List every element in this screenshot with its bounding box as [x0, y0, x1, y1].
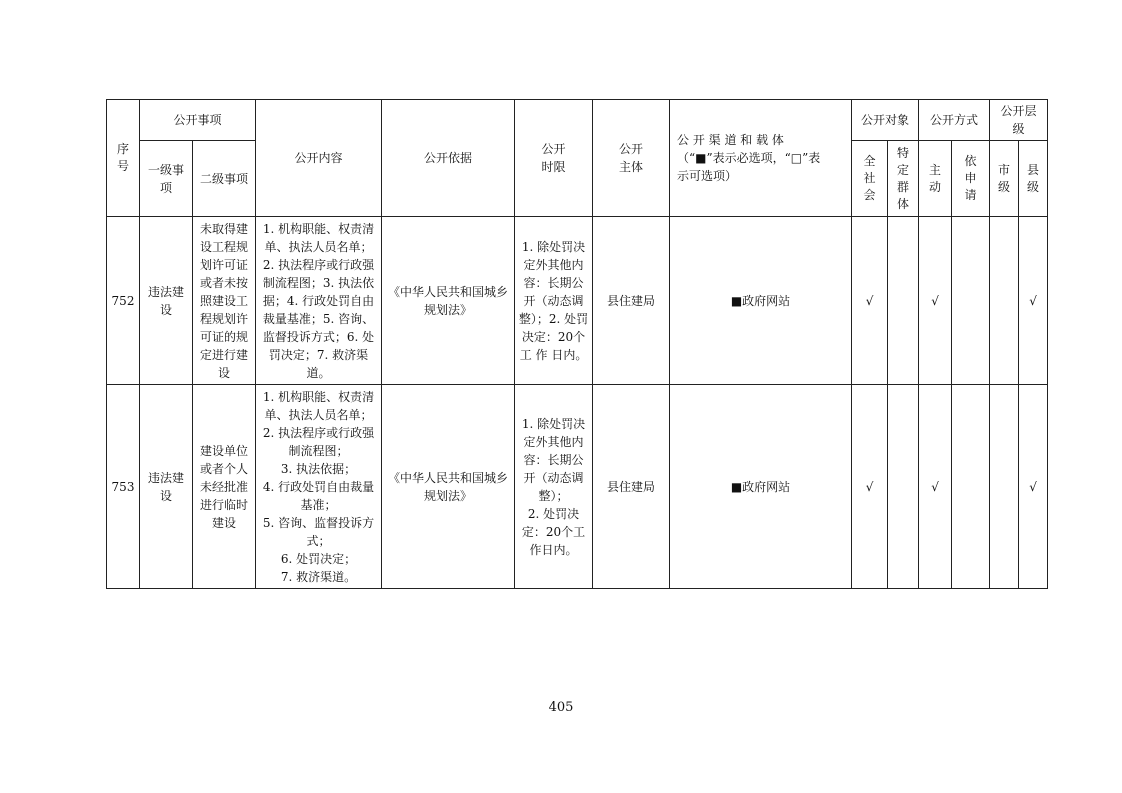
header-subject: 公开 主体 — [593, 100, 670, 217]
header-method-active: 主 动 — [919, 141, 952, 217]
row-method-request — [952, 217, 990, 385]
row-method-request — [952, 385, 990, 589]
header-channel: 公 开 渠 道 和 载 体 （“■”表示必选项，“□”表 示可选项） — [670, 100, 852, 217]
row-time-limit: 1. 除处罚决定外其他内容：长期公开（动态调整）； 2. 处罚决定：20个工作日内。 — [515, 385, 593, 589]
header-level: 公开层 级 — [990, 100, 1048, 141]
row-level2: 建设单位或者个人未经批准进行临时建设 — [193, 385, 256, 589]
row-basis: 《中华人民共和国城乡规划法》 — [382, 385, 515, 589]
header-method-request: 依 申 请 — [952, 141, 990, 217]
row-subject: 县住建局 — [593, 385, 670, 589]
row-level1: 违法建 设 — [140, 385, 193, 589]
row-subject: 县住建局 — [593, 217, 670, 385]
header-basis: 公开依据 — [382, 100, 515, 217]
header-time-limit: 公开 时限 — [515, 100, 593, 217]
header-target-all: 全 社 会 — [852, 141, 888, 217]
row-seq: 753 — [107, 385, 140, 589]
header-target: 公开对象 — [852, 100, 919, 141]
row-level-county: √ — [1019, 385, 1048, 589]
row-content: 1. 机构职能、权责清单、执法人员名单； 2. 执法程序或行政强制流程图； 3. 执法依据； 4. 行政处罚自由裁量基准； 5. 咨询、监督投诉方式； 6. 处罚决定； 7. 救济渠道。 — [256, 385, 382, 589]
row-basis: 《中华人民共和国城乡规划法》 — [382, 217, 515, 385]
disclosure-table — [106, 99, 1048, 589]
row-time-limit: 1. 除处罚决定外其他内容：长期公开（动态调整）；2. 处罚决定：20个 工 作 日内。 — [515, 217, 593, 385]
row-level1: 违法建 设 — [140, 217, 193, 385]
header-level1: 一级事 项 — [140, 141, 193, 217]
row-channel: ■政府网站 — [670, 385, 852, 589]
header-target-specific: 特 定 群 体 — [888, 141, 919, 217]
row-content: 1. 机构职能、权责清单、执法人员名单； 2. 执法程序或行政强制流程图；3. 执法依据；4. 行政处罚自由裁量基准；5. 咨询、监督投诉方式；6. 处罚决定；7. 救济渠道。 — [256, 217, 382, 385]
row-level-county: √ — [1019, 217, 1048, 385]
header-level2: 二级事项 — [193, 141, 256, 217]
row-level-city — [990, 385, 1019, 589]
row-seq: 752 — [107, 217, 140, 385]
row-target-all: √ — [852, 217, 888, 385]
row-level-city — [990, 217, 1019, 385]
header-content: 公开内容 — [256, 100, 382, 217]
header-seq: 序 号 — [107, 100, 140, 217]
header-items: 公开事项 — [140, 100, 256, 141]
row-method-active: √ — [919, 385, 952, 589]
row-method-active: √ — [919, 217, 952, 385]
header-level-city: 市 级 — [990, 141, 1019, 217]
header-row-1 — [107, 100, 1048, 141]
row-target-all: √ — [852, 385, 888, 589]
table-row — [107, 217, 1048, 385]
row-channel: ■政府网站 — [670, 217, 852, 385]
header-level-county: 县 级 — [1019, 141, 1048, 217]
row-level2: 未取得建设工程规划许可证或者未按照建设工程规划许可证的规定进行建设 — [193, 217, 256, 385]
header-method: 公开方式 — [919, 100, 990, 141]
page-number: 405 — [548, 700, 574, 715]
row-target-specific — [888, 385, 919, 589]
table-row — [107, 385, 1048, 589]
row-target-specific — [888, 217, 919, 385]
